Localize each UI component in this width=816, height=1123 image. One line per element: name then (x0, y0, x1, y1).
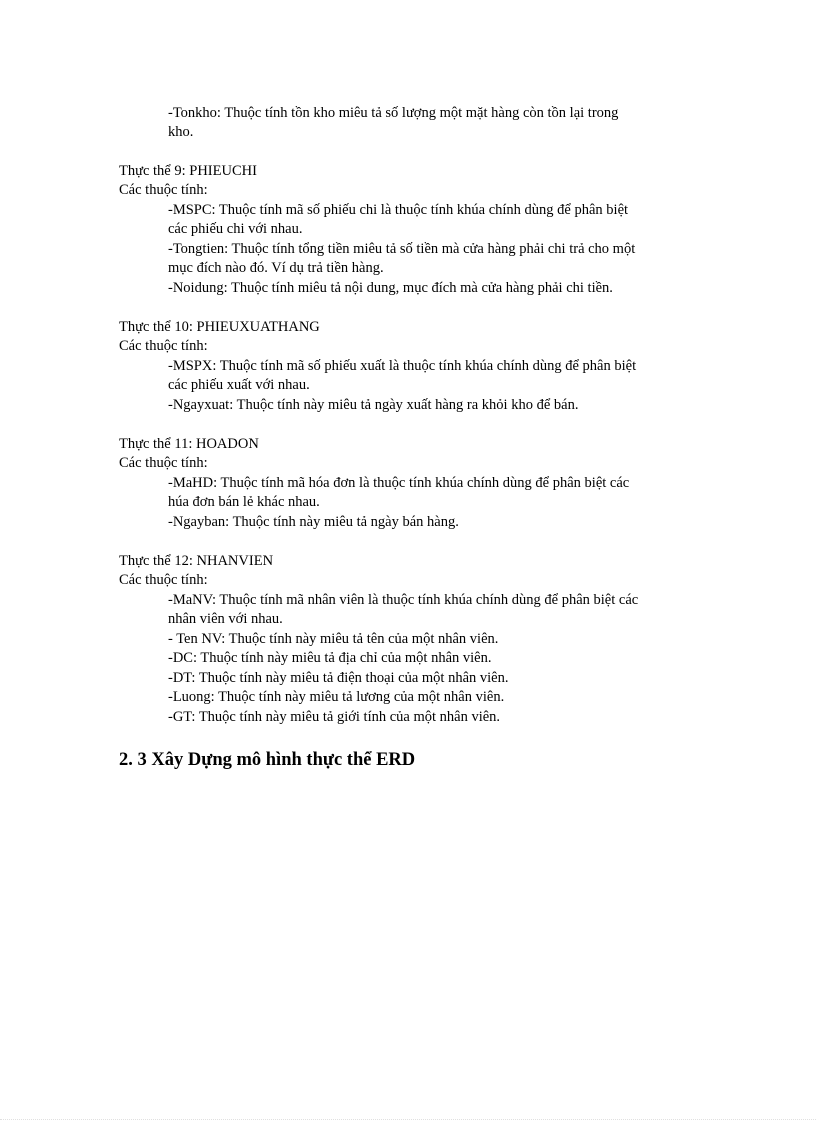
section-label: Các thuộc tính: (119, 455, 208, 471)
section-label: Các thuộc tính: (119, 182, 208, 198)
section-heading: 2. 3 Xây Dựng mô hình thực thể ERD (119, 750, 416, 770)
attribute-line: -GT: Thuộc tính này miêu tả giới tính của một nhân viên. (168, 709, 501, 725)
section-title: Thực thể 10: PHIEUXUATHANG (119, 319, 320, 335)
section-title: Thực thể 9: PHIEUCHI (119, 163, 257, 179)
tonkho-line: -Tonkho: Thuộc tính tồn kho miêu tả số lượng một mặt hàng còn tồn lại trong (168, 105, 619, 121)
attribute-line: -Ngayban: Thuộc tính này miêu tả ngày bán hàng. (168, 514, 459, 530)
section-title: Thực thể 12: NHANVIEN (119, 553, 274, 569)
attribute-line: -MaHD: Thuộc tính mã hóa đơn là thuộc tính khúa chính dùng để phân biệt các (168, 475, 630, 491)
attribute-line: -Tongtien: Thuộc tính tổng tiền miêu tả số tiền mà cửa hàng phải chi trả cho một (168, 241, 636, 257)
attribute-line: -MaNV: Thuộc tính mã nhân viên là thuộc tính khúa chính dùng để phân biệt các (168, 592, 639, 608)
attribute-line: -MSPC: Thuộc tính mã số phiếu chi là thuộc tính khúa chính dùng để phân biệt (168, 202, 629, 218)
attribute-line: các phiếu xuất với nhau. (168, 377, 310, 393)
attribute-line: húa đơn bán lẻ khác nhau. (168, 494, 320, 510)
attribute-line: -DC: Thuộc tính này miêu tả địa chỉ của một nhân viên. (168, 650, 492, 666)
tonkho-line-cont: kho. (168, 124, 194, 140)
attribute-line: mục đích nào đó. Ví dụ trả tiền hàng. (168, 260, 384, 276)
section-label: Các thuộc tính: (119, 572, 208, 588)
attribute-line: -Luong: Thuộc tính này miêu tả lương của một nhân viên. (168, 689, 505, 705)
attribute-line: - Ten NV: Thuộc tính này miêu tả tên của một nhân viên. (168, 631, 499, 647)
attribute-line: -Ngayxuat: Thuộc tính này miêu tả ngày xuất hàng ra khỏi kho để bán. (168, 397, 579, 413)
attribute-line: -DT: Thuộc tính này miêu tả điện thoại của một nhân viên. (168, 670, 509, 686)
page-bottom-rule (0, 1119, 816, 1120)
attribute-line: nhân viên với nhau. (168, 611, 283, 627)
section-title: Thực thể 11: HOADON (119, 436, 259, 452)
section-label: Các thuộc tính: (119, 338, 208, 354)
attribute-line: các phiếu chi với nhau. (168, 221, 303, 237)
attribute-line: -MSPX: Thuộc tính mã số phiếu xuất là thuộc tính khúa chính dùng để phân biệt (168, 358, 637, 374)
attribute-line: -Noidung: Thuộc tính miêu tả nội dung, mục đích mà cửa hàng phải chi tiền. (168, 280, 613, 296)
